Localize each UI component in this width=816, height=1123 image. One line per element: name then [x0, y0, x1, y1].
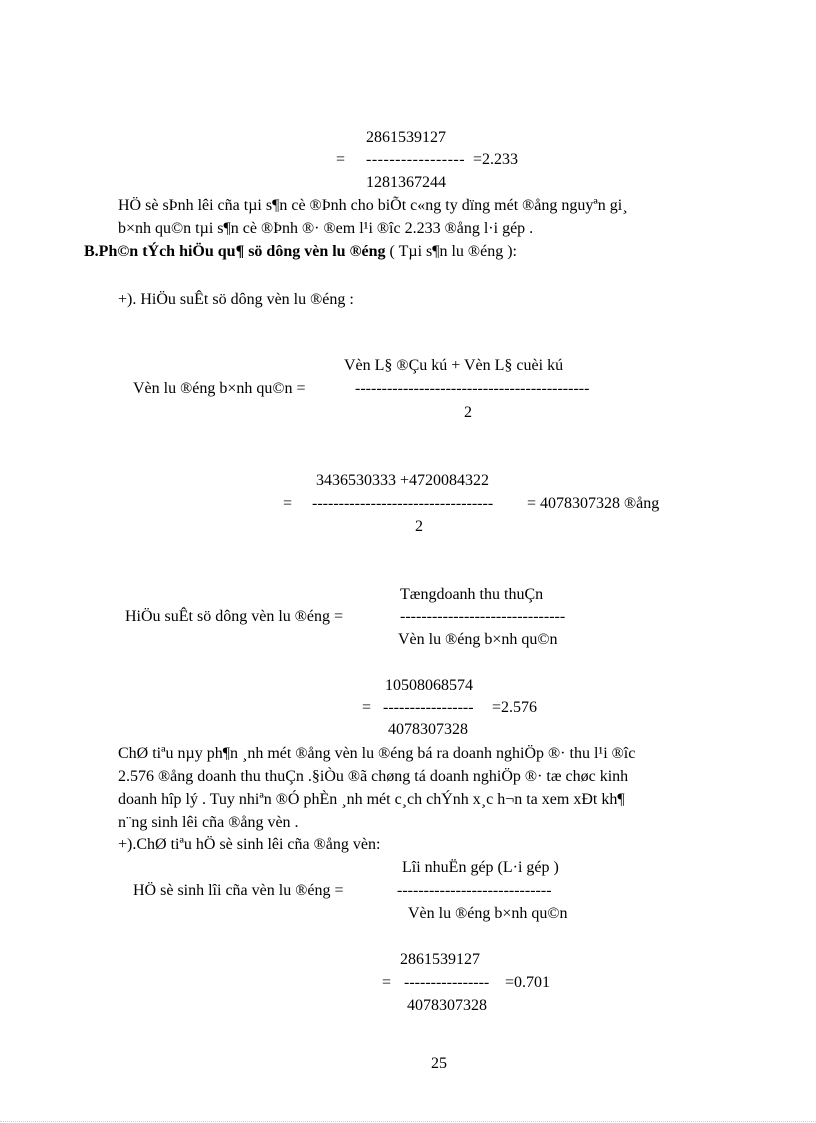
formula1-equals: = — [336, 151, 346, 168]
formula7-fraction-bar: ---------------- — [404, 974, 490, 991]
formula2-denominator: 2 — [464, 404, 472, 421]
section1-title: +). HiÖu suÊt sö dông vèn lu ®éng : — [118, 291, 354, 308]
formula1-numerator: 2861539127 — [366, 129, 446, 146]
formula3-denominator: 2 — [415, 518, 423, 535]
formula4-numerator: Tængdoanh thu thuÇn — [400, 586, 544, 603]
formula1-denominator: 1281367244 — [366, 174, 446, 191]
section-heading-b — [84, 242, 517, 262]
formula1-fraction-bar: ----------------- — [366, 151, 466, 168]
para2-line2: 2.576 ®ång doanh thu thuÇn .§iÒu ®ã chøng tá doanh nghiÖp ®· tæ chøc kinh — [118, 768, 629, 785]
formula7-result: =0.701 — [505, 974, 551, 991]
formula2-fraction-bar: -------------------------------------------- — [355, 380, 590, 397]
formula4-denominator: Vèn lu ®éng b×nh qu©n — [398, 631, 558, 648]
formula4-label: HiÖu suÊt sö dông vèn lu ®éng = — [125, 608, 344, 625]
para1-line2: b×nh qu©n tµi s¶n cè ®Þnh ®· ®em l¹i ®îc 2.233 ®ång l·i gép . — [118, 220, 534, 237]
para2-line5: +).ChØ tiªu hÖ sè sinh lêi cña ®ång vèn: — [118, 836, 381, 853]
formula7-numerator: 2861539127 — [400, 951, 480, 968]
formula5-denominator: 4078307328 — [388, 721, 468, 738]
formula5-numerator: 10508068574 — [385, 677, 473, 694]
formula3-fraction-bar: ---------------------------------- — [312, 495, 494, 512]
formula2-numerator: Vèn L§ ®Çu kú + Vèn L§ cuèi kú — [344, 357, 564, 374]
para1-line1: HÖ sè sÞnh lêi cña tµi s¶n cè ®Þnh cho biÕt c«ng ty dïng mét ®ång nguyªn gi¸ — [118, 197, 628, 214]
formula7-equals: = — [382, 974, 392, 991]
formula3-result: = 4078307328 ®ång — [527, 495, 660, 512]
formula6-denominator: Vèn lu ®éng b×nh qu©n — [408, 905, 568, 922]
page-number: 25 — [431, 1055, 447, 1072]
formula4-fraction-bar: ------------------------------- — [400, 608, 566, 625]
para2-line3: doanh hîp lý . Tuy nhiªn ®Ó phÈn ¸nh mét c¸ch chÝnh x¸c h¬n ta xem xÐt kh¶ — [118, 791, 625, 808]
formula6-numerator: Lîi nhuËn gép (L·i gép ) — [402, 859, 559, 876]
formula5-equals: = — [362, 699, 372, 716]
para2-line4: n¨ng sinh lêi cña ®ång vèn . — [118, 814, 299, 831]
formula3-numerator: 3436530333 +4720084322 — [316, 472, 490, 489]
formula2-label: Vèn lu ®éng b×nh qu©n = — [133, 380, 306, 397]
formula3-equals: = — [283, 495, 293, 512]
formula7-denominator: 4078307328 — [407, 997, 487, 1014]
formula6-label: HÖ sè sinh lîi cña vèn lu ®éng = — [133, 882, 344, 899]
section-heading-b-normal: ( Tµi s¶n lu ®éng ): — [385, 243, 517, 260]
formula5-result: =2.576 — [492, 699, 538, 716]
formula6-fraction-bar: ----------------------------- — [397, 882, 552, 899]
section-heading-b-bold: B.Ph©n tÝch hiÖu qu¶ sö dông vèn lu ®éng — [84, 243, 386, 260]
para2-line1: ChØ tiªu nµy ph¶n ¸nh mét ®ång vèn lu ®éng bá ra doanh nghiÖp ®· thu l¹i ®îc — [118, 745, 636, 762]
formula1-result: =2.233 — [473, 151, 519, 168]
formula5-fraction-bar: ----------------- — [383, 699, 474, 716]
page-bottom-divider — [0, 1121, 816, 1122]
